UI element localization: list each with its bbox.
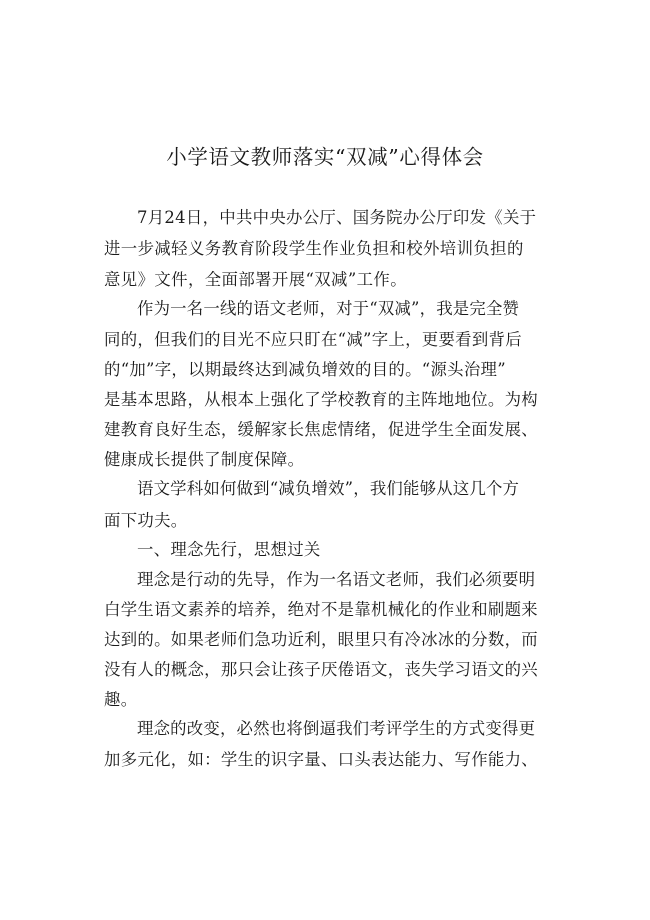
paragraph-line: 作为一名一线的语文老师，对于“双减”，我是完全赞 — [137, 299, 520, 318]
paragraph-line: 面下功夫。 — [104, 511, 188, 530]
document-title: 小学语文教师落实“双减”心得体会 — [166, 145, 484, 169]
paragraph-line: 意见》文件，全面部署开展“双减”工作。 — [104, 270, 407, 289]
paragraph-line: 进一步减轻义务教育阶段学生作业负担和校外培训负担的 — [104, 239, 524, 258]
paragraph-line: 是基本思路，从根本上强化了学校教育的主阵地地位。为构 — [104, 390, 538, 409]
paragraph-line: 的“加”字，以期最终达到减负增效的目的。“源头治理” — [104, 360, 506, 379]
section-heading: 一、理念先行，思想过关 — [137, 540, 321, 559]
paragraph-line: 同的，但我们的目光不应只盯在“减”字上，更要看到背后 — [104, 330, 522, 349]
paragraph-line: 建教育良好生态，缓解家长焦虑情绪，促进学生全面发展、 — [104, 420, 538, 439]
paragraph-line: 白学生语文素养的培养，绝对不是靠机械化的作业和刷题来 — [104, 600, 538, 619]
paragraph-line: 语文学科如何做到“减负增效”，我们能够从这几个方 — [137, 479, 520, 498]
paragraph-line: 加多元化，如：学生的识字量、口头表达能力、写作能力、 — [104, 750, 538, 769]
paragraph-line: 理念的改变，必然也将倒逼我们考评学生的方式变得更 — [137, 719, 536, 738]
paragraph-line: 没有人的概念，那只会让孩子厌倦语文，丧失学习语文的兴 — [104, 660, 538, 679]
paragraph-line: 7月24日，中共中央办公厅、国务院办公厅印发《关于 — [137, 208, 537, 227]
paragraph-line: 理念是行动的先导，作为一名语文老师，我们必须要明 — [137, 570, 536, 589]
paragraph-line: 趣。 — [104, 690, 138, 709]
paragraph-line: 达到的。如果老师们急功近利，眼里只有冷冰冰的分数，而 — [104, 630, 538, 649]
paragraph-line: 健康成长提供了制度保障。 — [104, 450, 305, 469]
